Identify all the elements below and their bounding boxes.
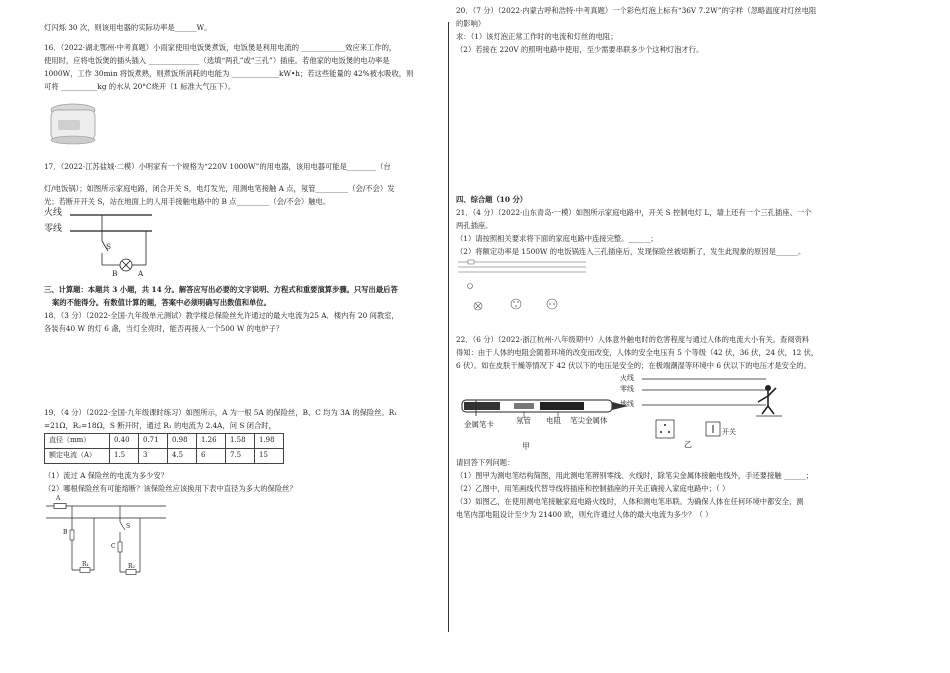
table-cell: 1.98 [255,434,284,449]
q22-sub-4: 电笔内部电阻设计至少为 21400 欧，则允许通过人体的最大电流为多少？（ ） [456,510,713,519]
q19-circuit-drawing [44,500,174,580]
table-cell: 0.98 [168,434,197,449]
pen-tip-label: 笔尖金属体 [570,416,608,425]
figure-jia-label: 甲 [522,442,530,451]
neutral-wire-label: 零线 [44,224,63,234]
point-a-label: A [138,269,144,278]
neon-tube-label: 氖管 [516,416,531,425]
wiring-figure [616,372,796,452]
test-pen-figure [456,372,636,452]
table-row [45,434,284,449]
q20-line-1: 20．（7 分）（2022·内蒙古呼和浩特·中考真题）一个彩色灯泡上标有“36V 7.2W”的字样（忽略温度对灯丝电阻 [456,6,817,15]
q19-sub-2: （2）哪根保险丝有可能熔断？该保险丝应该换用下表中直径为多大的保险丝？ [44,484,297,493]
q15-tail: 灯闪烁 30 次，则该用电器的实际功率是______W。 [44,23,212,32]
q17-circuit-drawing [44,207,164,277]
q18-line-1: 18．（3 分）（2022·全国·九年级单元测试）教学楼总保险丝允许通过的最大电流为25 A．楼内有 20 间教室， [44,311,399,320]
q21-circuit-drawing [456,258,596,320]
q17-circuit-figure [44,207,164,277]
q19-line-1: 19．（4 分）（2022·全国·九年级课时练习）如图所示，A 为一根 5A 的保险丝，B、C 均为 3A 的保险丝。R₁ [44,408,398,417]
q20-line-2: 的影响） [456,19,486,28]
q17-line-1: 17．（2022·江苏盐城·二模）小明家有一个规格为“220V 1000W”的用电器，该用电器可能是________（台 [44,162,391,171]
q21-line-4: （2）将额定功率是 1500W 的电饭锅连入三孔插座后，发现保险丝被熔断了，发生此现象的原因是______。 [456,247,806,256]
switch-s-label: S [126,523,131,530]
q16-line-4: 可将 __________kg 的水从 20°C烧开（1 标准大气压下）。 [44,82,236,91]
table-cell: 0.40 [110,434,139,449]
q16-line-1: 16．（2022·湖北鄂州·中考真题）小雨家使用电饭煲煮饭，电饭煲是利用电流的 ____________效应来工作的， [44,43,397,52]
q20-line-3: 求：（1）该灯泡正常工作时的电流和灯丝的电阻； [456,32,618,41]
fuse-c-label: C [111,543,116,550]
neutral-wire-label: 零线 [620,385,634,393]
table-row [45,449,284,464]
table-cell: 6 [197,449,226,464]
ground-wire-label: 地线 [620,400,634,408]
q16-line-3: 1000W，工作 30min 将饭煮熟，则煮饭所消耗的电能为 _____________kW•h；若这些能量的 42%被水吸收，则 [44,69,414,78]
q21-line-2: 两孔插座。 [456,221,493,230]
table-cell: 3 [139,449,168,464]
q17-line-2: 灯/电饭锅）；如图所示家庭电路，闭合开关 S，电灯发光，用测电笔接触 A 点，氖管_________（会/不会）发 [44,184,395,193]
table-cell: 7.5 [226,449,255,464]
r2-label: R₂ [128,563,135,570]
fuse-b-label: B [63,529,68,536]
q21-line-3: （1）请按照相关要求将下面的家庭电路中连接完整。______； [456,234,658,243]
q22-line-1: 22．（6 分）（2022·浙江杭州·八年级期中）人体意外触电时的危害程度与通过人体的电流大小有关。查阅资料 [456,335,810,344]
q21-line-1: 21．（4 分）（2022·山东青岛·一模）如图所示家庭电路中，开关 S 控制电灯 L，墙上还有一个三孔插座、一个 [456,208,812,217]
rice-cooker-image [46,100,102,148]
fuse-a-label: A [56,495,61,502]
figure-yi-label: 乙 [684,440,692,449]
point-b-label: B [112,269,118,278]
resistor-label: 电阻 [546,416,561,425]
table-cell: 15 [255,449,284,464]
table-cell: 0.71 [139,434,168,449]
q22-sub-1: （1）图甲为测电笔结构简图，用此测电笔辨别零线、火线时，除笔尖金属体接触电线外，手还要接触 ______； [456,471,814,480]
q19-circuit-figure [44,495,174,580]
q22-line-3: 6 伏）。如在皮肤干燥等情况下 42 伏以下的电压是安全的；在极端潮湿等环境中 6 伏以下的电压才是安全的。 [456,361,811,370]
r1-label: R₁ [82,561,89,568]
section-3-heading: 三、计算题：本题共 3 小题，共 14 分。解答应写出必要的文字说明、方程式和重要演算步骤。只写出最后答 [44,285,398,294]
section-3-heading-cont: 案的不能得分。有数值计算的题，答案中必须明确写出数值和单位。 [52,298,271,307]
table-cell: 1.26 [197,434,226,449]
table-cell: 额定电流（A） [45,449,110,464]
q19-sub-1: （1）流过 A 保险丝的电流为多少安？ [44,471,169,480]
metal-clip-label: 金属笔卡 [464,420,494,429]
q22-line-2: 得知：由于人体的电阻会随着环境的改变而改变，人体的安全电压有 5 个等级（42 伏，36 伏，24 伏，12 伏， [456,348,819,357]
live-wire-label: 火线 [620,374,634,382]
fuse-spec-table [44,433,284,464]
q18-line-2: 各装有40 W 的灯 6 盏，当灯全亮时，能否再接入一个500 W 的电炉子？ [44,324,284,333]
wiring-drawing [616,372,796,452]
q22-prompt: 请回答下列问题： [456,458,515,467]
q16-line-2: 使用时，应将电饭煲的插头插入 ______________（选填“两孔”或“三孔”）插座。若他家的电饭煲的电功率是 [44,56,390,65]
column-divider [448,22,449,632]
q20-line-4: （2）若接在 220V 的照明电路中使用，至少需要串联多少个这种灯泡才行。 [456,45,704,54]
q17-line-3: 光；若断开开关 S，站在地面上的人用手接触电路中的 B 点_________（会/不会）触电。 [44,197,331,206]
q22-sub-3: （3）如图乙，在使用测电笔接触家庭电路火线时，人体和测电笔串联。为确保人体在任何环境中都安全，测 [456,497,804,506]
q22-sub-2: （2）乙图中，用笔画线代替导线将插座和控制插座的开关正确接入家庭电路中；（ ） [456,484,730,493]
table-cell: 1.5 [110,449,139,464]
live-wire-label: 火线 [44,208,63,218]
switch-label: 开关 [722,428,736,436]
q19-line-2: =21Ω，R₂=18Ω，S 断开时，通过 R₁ 的电流为 2.4A，问 S 闭合时， [44,421,276,430]
switch-s-label: S [106,242,111,251]
table-cell: 1.58 [226,434,255,449]
table-cell: 4.5 [168,449,197,464]
table-cell: 直径（mm） [45,434,110,449]
section-4-heading: 四、综合题（10 分） [456,195,528,204]
